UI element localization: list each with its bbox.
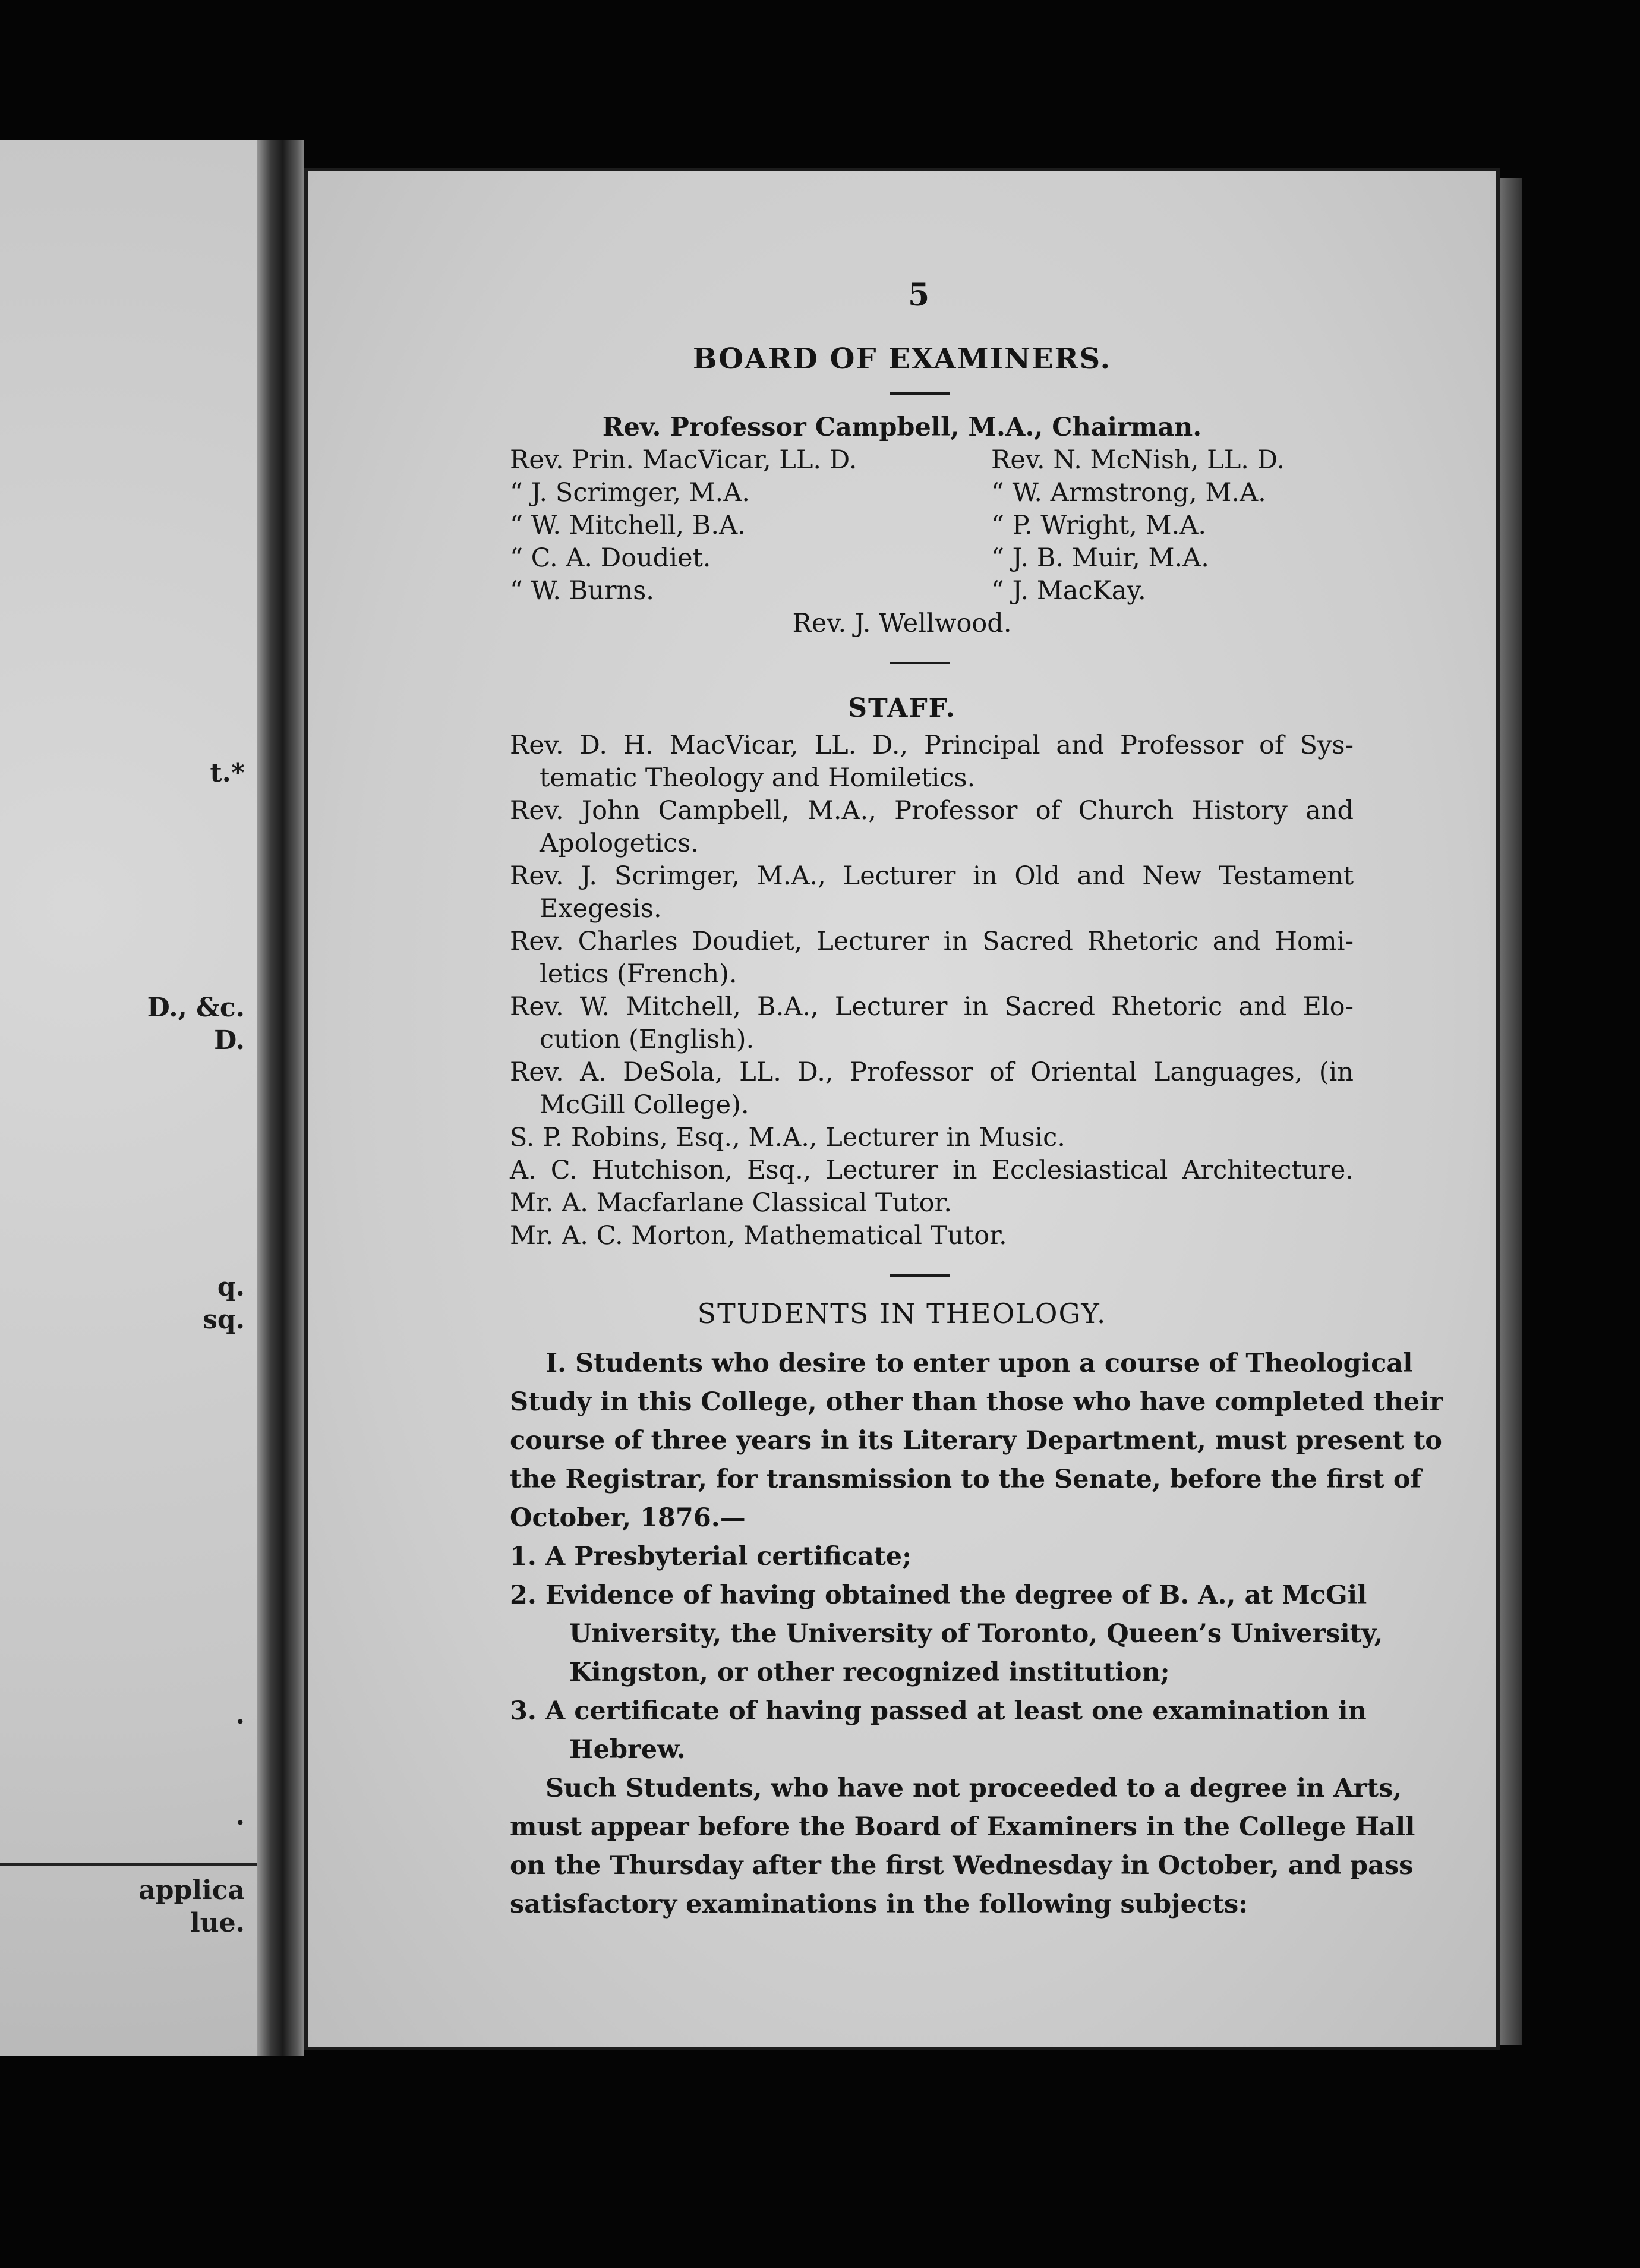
- staff-line: S. P. Robins, Esq., M.A., Lecturer in Music.: [510, 1123, 1065, 1152]
- staff-line: Exegesis.: [540, 894, 662, 924]
- staff-line: Mr. A. Macfarlane Classical Tutor.: [510, 1188, 952, 1218]
- staff-line: Rev. W. Mitchell, B.A., Lecturer in Sacred Rhetoric and Elo-: [510, 992, 1354, 1022]
- examiner-left: Rev. Prin. MacVicar, LL. D.: [510, 445, 857, 475]
- para-line: must appear before the Board of Examiners in the College Hall: [510, 1812, 1415, 1842]
- para-line: I. Students who desire to enter upon a course of Theological: [545, 1349, 1413, 1378]
- examiner-right: Rev. N. McNish, LL. D.: [991, 445, 1285, 475]
- requirement-item: Hebrew.: [569, 1735, 686, 1765]
- examiner-left: “ W. Burns.: [510, 576, 654, 606]
- para-line: the Registrar, for transmission to the Senate, before the first of: [510, 1464, 1421, 1494]
- divider: [890, 662, 950, 664]
- para-line: Study in this College, other than those who have completed their: [510, 1387, 1443, 1417]
- staff-line: Mr. A. C. Morton, Mathematical Tutor.: [510, 1221, 1007, 1250]
- left-fragment: D.: [214, 1025, 245, 1056]
- requirement-item: University, the University of Toronto, Queen’s University,: [569, 1619, 1383, 1649]
- para-line: on the Thursday after the first Wednesday in October, and pass: [510, 1851, 1414, 1880]
- examiner-last: Rev. J. Wellwood.: [792, 609, 1012, 638]
- chairman-line: Rev. Professor Campbell, M.A., Chairman.: [602, 412, 1202, 442]
- left-fragment: t.*: [210, 758, 245, 788]
- students-heading: STUDENTS IN THEOLOGY.: [697, 1297, 1107, 1330]
- staff-line: Rev. J. Scrimger, M.A., Lecturer in Old and New Testament: [510, 861, 1354, 891]
- divider: [890, 392, 950, 395]
- page-edge: [1500, 178, 1522, 2045]
- page-number: 5: [908, 277, 930, 313]
- para-line: Such Students, who have not proceeded to a degree in Arts,: [545, 1774, 1402, 1803]
- board-heading: BOARD OF EXAMINERS.: [692, 342, 1112, 376]
- staff-line: letics (French).: [540, 959, 737, 989]
- left-fragment: .: [235, 1700, 245, 1730]
- staff-line: cution (English).: [540, 1025, 755, 1054]
- left-fragment: D., &c.: [147, 993, 245, 1023]
- left-divider: [0, 1863, 257, 1866]
- requirement-item: 3. A certificate of having passed at least one examination in: [510, 1696, 1367, 1726]
- examiner-left: “ C. A. Doudiet.: [510, 543, 711, 573]
- para-line: course of three years in its Literary Department, must present to: [510, 1426, 1442, 1456]
- para-line: satisfactory examinations in the following subjects:: [510, 1889, 1248, 1919]
- examiner-right: “ J. B. Muir, M.A.: [991, 543, 1209, 573]
- left-fragment: sq.: [203, 1305, 245, 1335]
- staff-line: A. C. Hutchison, Esq., Lecturer in Ecclesiastical Architecture.: [510, 1155, 1354, 1185]
- staff-line: Rev. Charles Doudiet, Lecturer in Sacred Rhetoric and Homi-: [510, 927, 1354, 956]
- staff-heading: STAFF.: [848, 693, 956, 723]
- staff-line: McGill College).: [540, 1090, 749, 1120]
- examiner-left: “ J. Scrimger, M.A.: [510, 478, 750, 508]
- examiner-right: “ J. MacKay.: [991, 576, 1146, 606]
- left-fragment: lue.: [190, 1908, 245, 1938]
- previous-page-fragment: [0, 140, 257, 2056]
- left-fragment: .: [235, 1801, 245, 1831]
- staff-line: tematic Theology and Homiletics.: [540, 763, 976, 793]
- requirement-item: Kingston, or other recognized institution;: [569, 1658, 1170, 1687]
- staff-line: Rev. A. DeSola, LL. D., Professor of Oriental Languages, (in: [510, 1057, 1354, 1087]
- staff-line: Rev. D. H. MacVicar, LL. D., Principal and Professor of Sys-: [510, 730, 1354, 760]
- requirement-item: 2. Evidence of having obtained the degree of B. A., at McGil: [510, 1580, 1367, 1610]
- examiner-right: “ P. Wright, M.A.: [991, 511, 1207, 540]
- staff-line: Apologetics.: [540, 829, 699, 858]
- left-fragment: applica: [138, 1875, 245, 1905]
- book-gutter: [257, 140, 304, 2056]
- examiner-left: “ W. Mitchell, B.A.: [510, 511, 746, 540]
- book-page: [304, 168, 1500, 2050]
- para-line: October, 1876.—: [510, 1503, 746, 1533]
- examiner-right: “ W. Armstrong, M.A.: [991, 478, 1266, 508]
- staff-line: Rev. John Campbell, M.A., Professor of Church History and: [510, 796, 1354, 826]
- divider: [890, 1274, 950, 1277]
- requirement-item: 1. A Presbyterial certificate;: [510, 1542, 912, 1571]
- left-fragment: q.: [217, 1272, 245, 1302]
